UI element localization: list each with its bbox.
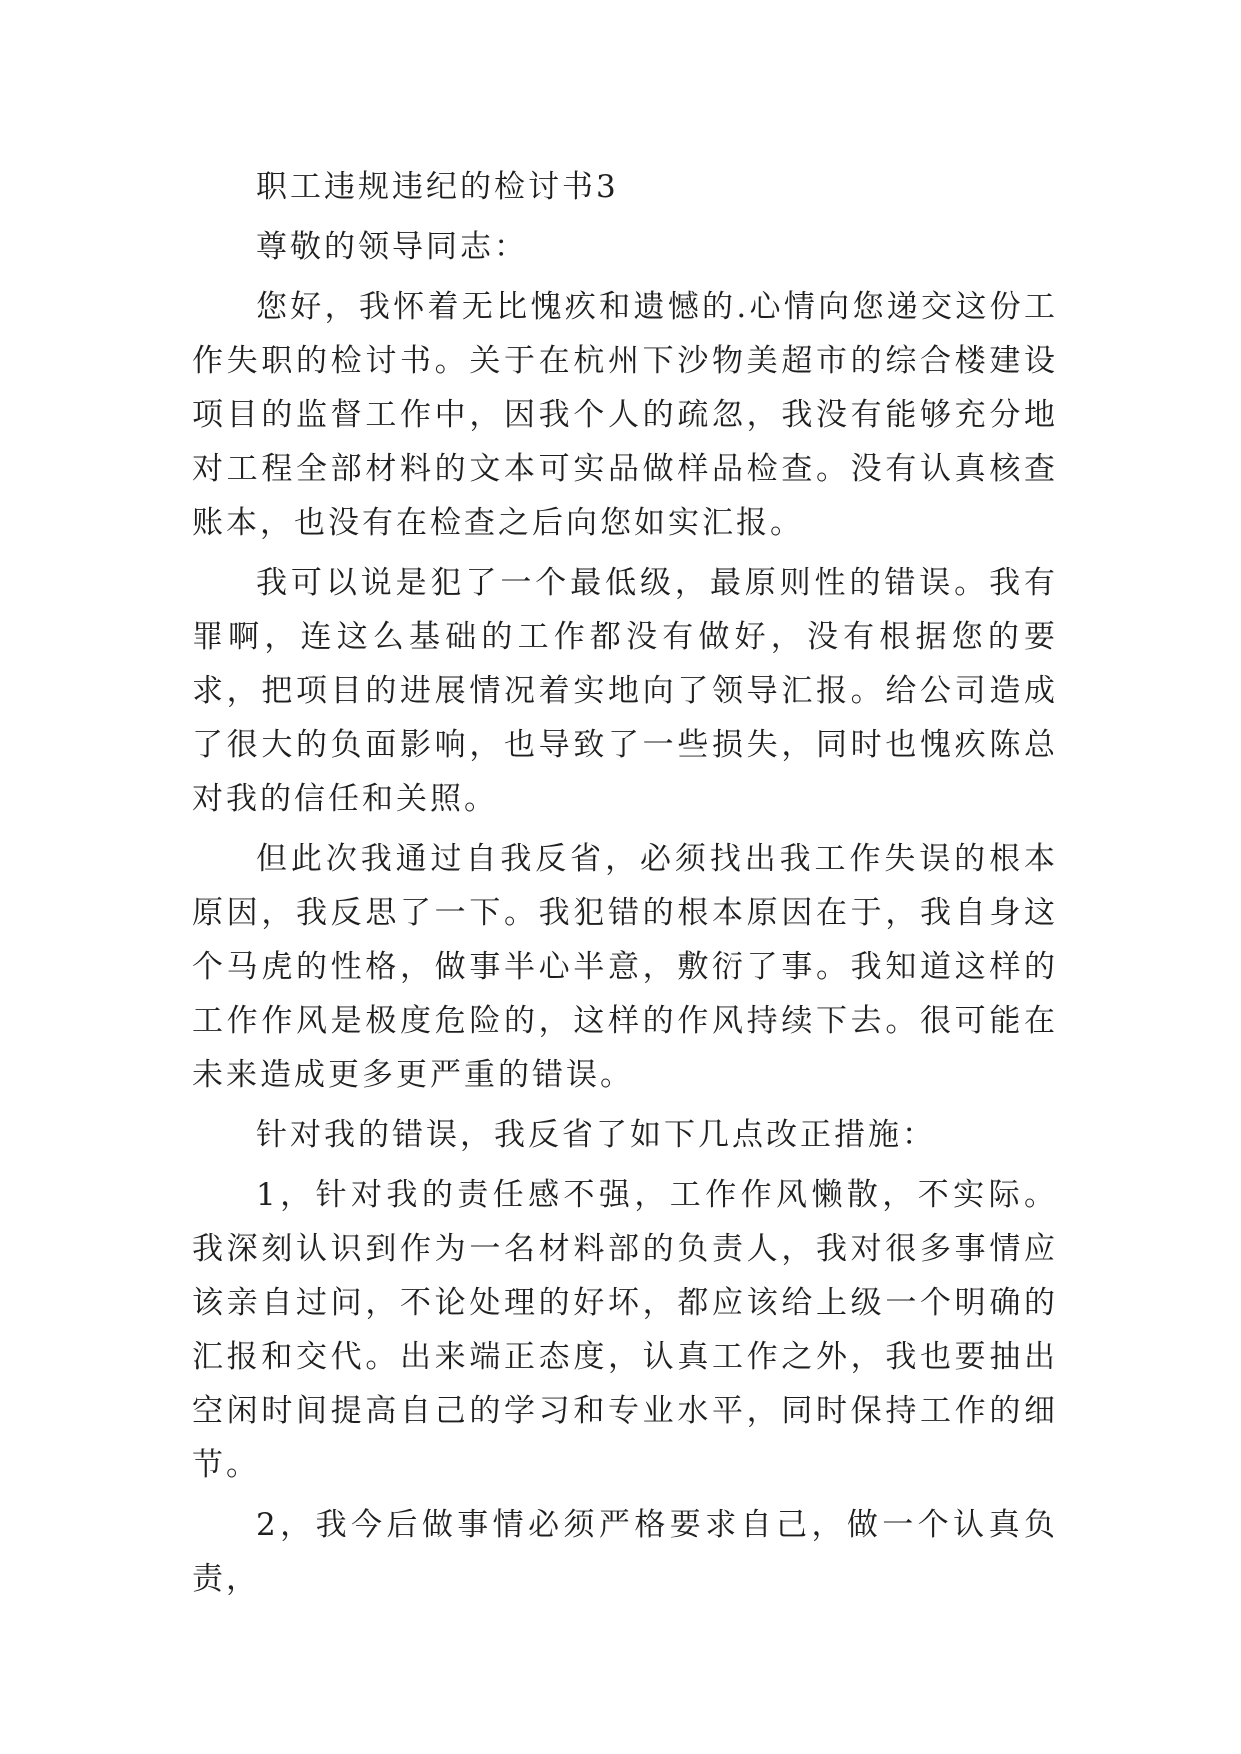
salutation: 尊敬的领导同志： — [256, 229, 528, 265]
document-title: 职工违规违纪的检讨书3 — [256, 169, 619, 205]
paragraph-measure-2: 2，我今后做事情必须严格要求自己，做一个认真负责， — [192, 1507, 1058, 1597]
paragraph-measures-intro: 针对我的错误，我反省了如下几点改正措施： — [256, 1117, 936, 1153]
paragraph-measure-1: 1，针对我的责任感不强，工作作风懒散，不实际。我深刻认识到作为一名材料部的负责人，我对很多事情应该亲自过问，不论处理的好坏，都应该给上级一个明确的汇报和交代。出来端正态度，认真工作之外，我也要抽出空闲时间提高自己的学习和专业水平，同时保持工作的细节。 — [192, 1177, 1058, 1483]
paragraph-reflection: 但此次我通过自我反省，必须找出我工作失误的根本原因，我反思了一下。我犯错的根本原因在于，我自身这个马虎的性格，做事半心半意，敷衍了事。我知道这样的工作作风是极度危险的，这样的作风持续下去。很可能在未来造成更多更严重的错误。 — [192, 841, 1058, 1093]
document-body — [192, 160, 1058, 1612]
paragraph-greeting: 您好，我怀着无比愧疚和遗憾的.心情向您递交这份工作失职的检讨书。关于在杭州下沙物美超市的综合楼建设项目的监督工作中，因我个人的疏忽，我没有能够充分地对工程全部材料的文本可实品做样品检查。没有认真核查账本，也没有在检查之后向您如实汇报。 — [192, 289, 1058, 541]
paragraph-admission: 我可以说是犯了一个最低级，最原则性的错误。我有罪啊，连这么基础的工作都没有做好，没有根据您的要求，把项目的进展情况着实地向了领导汇报。给公司造成了很大的负面影响，也导致了一些损失，同时也愧疚陈总对我的信任和关照。 — [192, 565, 1058, 817]
